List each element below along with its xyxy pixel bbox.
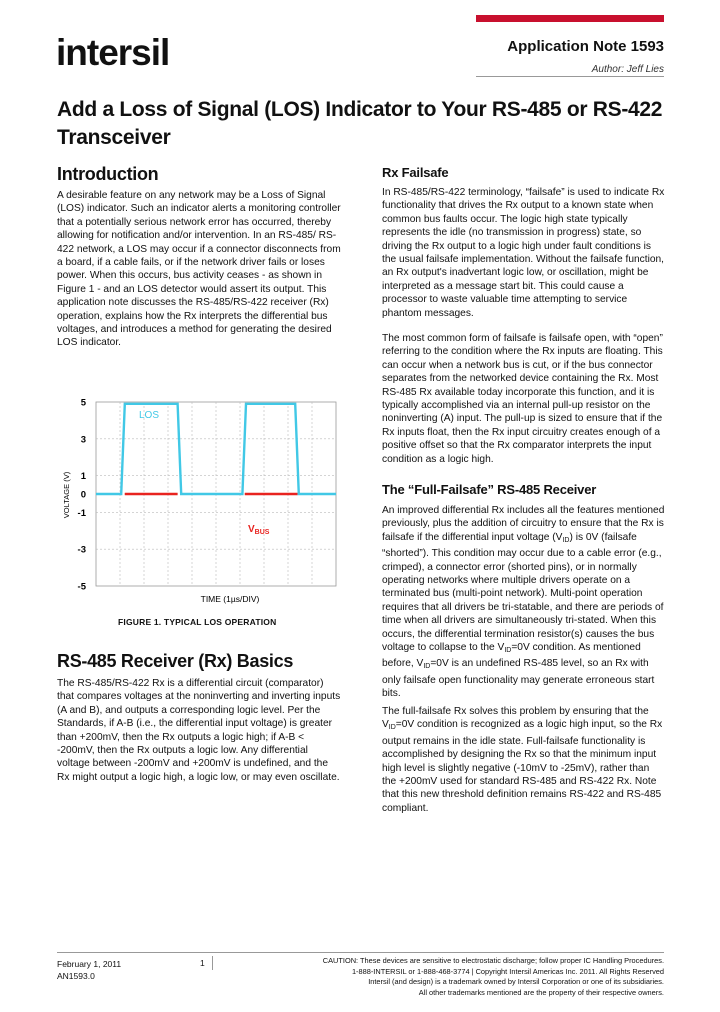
- full-failsafe-p2: The full-failsafe Rx solves this problem by ensuring that the $V_{ID}=0V$ condition is recognized as a logic high input, so the Rx output remains in the idle state. Full-failsafe functionality is accomplished by designing the Rx so that the minimum input high level is slightly negative (-10mV to -25mV), rather than the +200mV used for standard RS-485 and RS-422 Rx. Note that this new threshold definition remains RS-422 and RS-485 compliant.: [382, 706, 663, 814]
- footer-caution: [244, 956, 664, 998]
- footer-page-divider: [212, 956, 213, 970]
- header-divider: [476, 76, 664, 77]
- app-note-number: Application Note 1593: [507, 38, 664, 55]
- y-tick-label: 3: [80, 434, 86, 446]
- rx-basics-body: The RS-485/RS-422 Rx is a differential circuit (comparator) that compares voltages at the noninverting and inverting inputs (A and B), and outputs a corresponding logic level. Per the Standards, if A-B (i.e., the differential input voltage) is greater than +200mV, then the Rx outputs a logic high; if A-B < -200mV, then the Rx outputs a logic low. Any differential voltage between -200mV and +200mV is undefined, and the Rx might output a logic high, a logic low, or may even oscillate.: [57, 678, 341, 783]
- caution-line-4: All other trademarks mentioned are the property of their respective owners.: [418, 987, 664, 997]
- intro-body: A desirable feature on any network may be a Loss of Signal (LOS) indicator. Such an indicator alerts a monitoring controller that a potentially serious network error has occurred, thereby allowing for notification and/or intervention. In an RS-485/ RS-422 network, a LOS may occur if a connector disconnects from a board, if a cable fails, or if the network driver fails or loses power. When this occurs, bus activity ceases - as shown in Figure 1 - and an LOS detector would assert its output. This application note discusses the RS-485/RS-422 receiver (Rx) operation, explains how the Rx interprets the differential bus voltages, and introduces a method for generating the desired LOS indicator.: [57, 190, 341, 349]
- rx-failsafe-heading: Rx Failsafe: [382, 165, 449, 180]
- vbus-series-label: $V_{BUS}$: [248, 524, 270, 536]
- footer-date: February 1, 2011: [57, 959, 122, 969]
- author: Author: Jeff Lies: [591, 64, 664, 75]
- rx-basics-heading: RS-485 Receiver (Rx) Basics: [57, 651, 294, 671]
- chart-x-label: TIME (1µs/DIV): [200, 594, 260, 604]
- y-tick-label: -3: [77, 544, 86, 556]
- figure-caption: FIGURE 1. TYPICAL LOS OPERATION: [118, 617, 277, 627]
- y-tick-label: 0: [80, 489, 86, 501]
- full-failsafe-p1: An improved differential Rx includes all the features mentioned previously, plus the addition of circuitry to ensure that the Rx is failsafe if the differential input voltage $(V_{ID})$ is 0V (failsafe “shorted”). This condition may occur due to a cable error (e.g., crimped), a connector error (shorted pins), or in normally operating networks where multiple drivers operate on a terminated bus (multi-point network). Multi-point operation requires that all drivers be tri-statable, and there are periods of time when all drivers are simultaneously tri-stated. When this occurs, the differential termination resistor(s) causes the bus voltage to collapse to the $V_{ID}=0V$ condition. As mentioned before, $V_{ID}=0V$ is an undefined RS-485 level, so an Rx with only failsafe open functionality may generate erroneous start bits.: [382, 505, 665, 700]
- vbus-label-sub: BUS: [254, 529, 270, 536]
- footer-divider: [57, 952, 664, 953]
- footer-date-block: [57, 958, 121, 982]
- chart-y-ticks: [78, 398, 87, 593]
- header-accent-bar: [476, 15, 664, 22]
- los-series-label: LOS: [139, 410, 160, 421]
- page-number: 1: [200, 958, 205, 968]
- page-title: Add a Loss of Signal (LOS) Indicator to Your RS-485 or RS-422 Transceiver: [57, 98, 663, 149]
- chart-y-label: VOLTAGE (V): [62, 471, 71, 519]
- intersil-logo: intersil: [56, 32, 170, 73]
- rx-failsafe-p1: In RS-485/RS-422 terminology, “failsafe” is used to indicate Rx functionality that drives the Rx output to a known state when common bus faults occur. The logic high state typically represents the idle (no transmission in progress) state, so driving the Rx output to a logic high under fault conditions is the usual failsafe implementation. Without the failsafe function, an Rx output's inadvertant logic low, or oscillation, might be interpreted as a message start bit. This could cause a processor to waste valuable time attempting to service phantom messages.: [382, 187, 665, 319]
- caution-line-1: CAUTION: These devices are sensitive to electrostatic discharge; follow proper IC Handling Procedures.: [322, 956, 664, 965]
- los-series-line: [96, 404, 336, 494]
- los-chart: [58, 392, 343, 614]
- intro-heading: Introduction: [57, 164, 159, 184]
- y-tick-label: 5: [80, 397, 86, 409]
- footer-doc-id: AN1593.0: [57, 971, 95, 981]
- caution-line-3: Intersil (and design) is a trademark owned by Intersil Corporation or one of its subsidiaries.: [368, 977, 664, 986]
- full-failsafe-heading: The “Full-Failsafe” RS-485 Receiver: [382, 482, 597, 497]
- y-tick-label: -5: [77, 581, 86, 593]
- rx-failsafe-p2: The most common form of failsafe is failsafe open, with “open” referring to the condition where the Rx inputs are floating. This can occur when a network bus is cut, or if the bus connector separates from the networked device containing the Rx. Most RS-485 Rx available today incorporate this function, and it is typically accomplished via an internal pull-up resistor on the noninverting (A) input. The pull-up is sized to ensure that if the Rx inputs float, then the Rx input circuitry creates enough of a positive offset so that the Rx comparator interprets the input condition as a logic high.: [382, 333, 663, 465]
- chart-series: [96, 404, 336, 494]
- y-tick-label: -1: [77, 507, 86, 519]
- caution-line-2: 1-888-INTERSIL or 1-888-468-3774 | Copyright Intersil Americas Inc. 2011. All Rights Reserved: [351, 966, 664, 976]
- y-tick-label: 1: [80, 471, 86, 483]
